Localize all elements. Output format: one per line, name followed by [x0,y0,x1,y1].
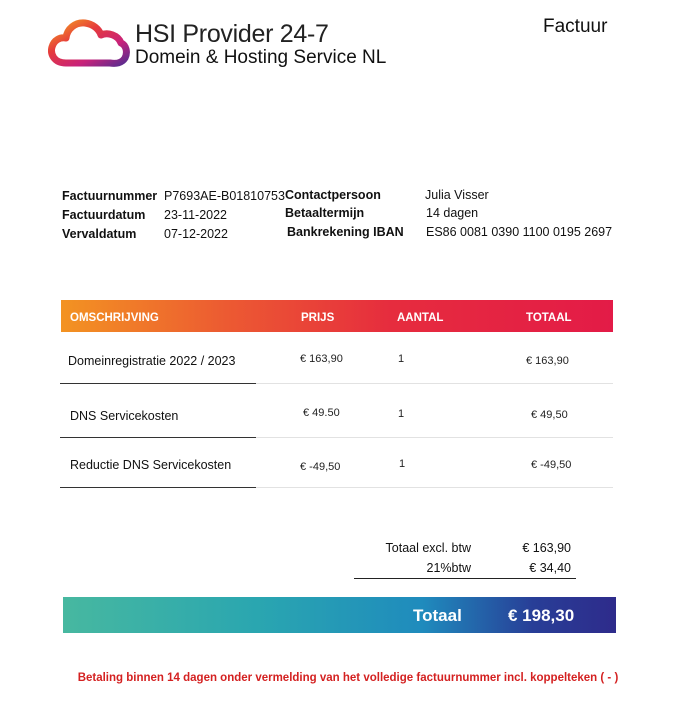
row-divider [256,437,613,438]
due-date-label: Vervaldatum [62,227,137,241]
table-row-description: DNS Servicekosten [70,409,179,423]
invoice-number: P7693AE-B01810753 [164,189,285,203]
column-header-quantity: AANTAL [397,312,444,324]
payment-term: 14 dagen [426,206,479,220]
table-row-quantity: 1 [399,458,406,470]
column-header-total: TOTAAL [526,312,572,324]
invoice-date: 23-11-2022 [164,208,228,222]
table-row-price: € -49,50 [300,461,341,473]
column-header-price: PRIJS [301,312,335,324]
column-header-description: OMSCHRIJVING [70,312,159,324]
row-divider [256,383,613,384]
subtotal-label: Totaal excl. btw [385,541,471,555]
table-row-description: Domeinregistratie 2022 / 2023 [68,354,236,368]
document-title: Factuur [543,16,608,37]
company-name: HSI Provider 24-7 [135,20,329,48]
totals-divider [354,578,576,579]
invoice-number-label: Factuurnummer [62,189,158,203]
iban: ES86 0081 0390 1100 0195 2697 [426,225,613,239]
table-row-price: € 163,90 [300,353,343,365]
grand-total-label: Totaal [413,606,462,625]
row-divider [256,487,613,488]
table-row-total: € 163,90 [526,355,569,367]
company-subtitle: Domein & Hosting Service NL [135,47,387,68]
contact-label: Contactpersoon [285,188,381,202]
table-row-quantity: 1 [398,353,405,365]
payment-term-label: Betaaltermijn [285,206,365,220]
table-row-total: € -49,50 [531,459,572,471]
company-logo-icon [48,17,130,69]
subtotal-value: € 163,90 [522,541,571,555]
table-row-total: € 49,50 [531,409,568,421]
table-row-price: € 49.50 [303,407,340,419]
invoice-date-label: Factuurdatum [62,208,146,222]
row-divider [60,437,256,438]
iban-label: Bankrekening IBAN [287,225,404,239]
grand-total-value: € 198,30 [508,606,575,625]
vat-label: 21%btw [426,561,471,575]
due-date: 07-12-2022 [164,227,228,241]
payment-notice: Betaling binnen 14 dagen onder vermelding van het volledige factuurnummer incl. koppelteken ( - ) [77,672,619,684]
row-divider [60,383,256,384]
table-row-quantity: 1 [398,408,405,420]
contact-person: Julia Visser [425,188,489,202]
table-header [61,300,613,332]
row-divider [60,487,256,488]
grand-total-bar [63,597,616,633]
vat-value: € 34,40 [529,561,571,575]
table-row-description: Reductie DNS Servicekosten [70,458,232,472]
